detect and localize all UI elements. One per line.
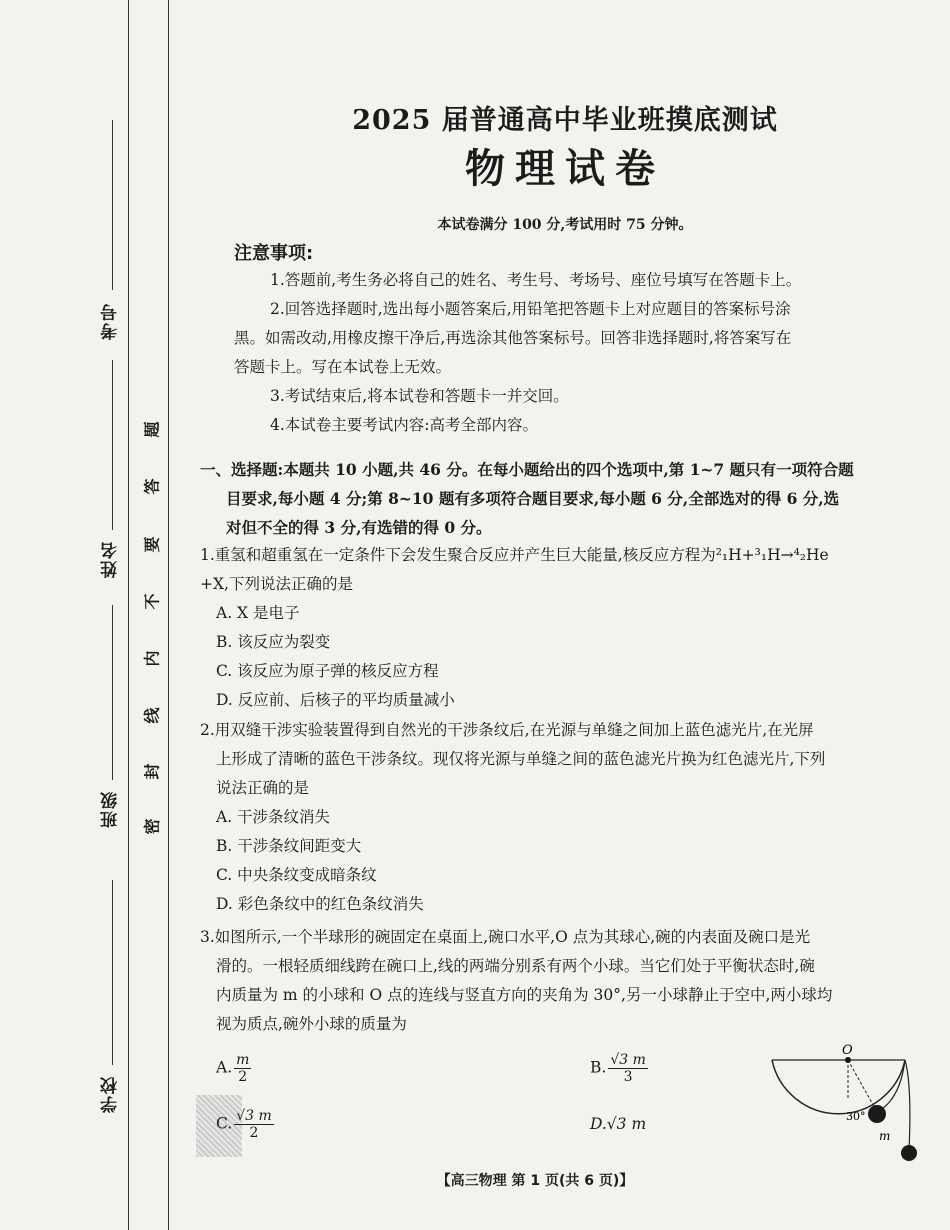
fraction-numerator: √3 m bbox=[236, 1108, 272, 1124]
fraction-denominator: 2 bbox=[249, 1125, 259, 1141]
fraction-numerator: √3 m bbox=[610, 1052, 646, 1068]
nuclear-equation: ²₁H+³₁H→⁴₂He bbox=[715, 546, 829, 564]
bowl-figure bbox=[760, 1040, 940, 1170]
page-footer: 【高三物理 第 1 页(共 6 页)】 bbox=[436, 1173, 634, 1189]
seal-char: 线 bbox=[142, 707, 162, 724]
question-stem: +X,下列说法正确的是 bbox=[200, 575, 353, 593]
margin-line-right bbox=[168, 0, 169, 1230]
section-header bbox=[200, 455, 930, 542]
question-stem: 滑的。一根轻质细线跨在碗口上,线的两端分别系有两个小球。当它们处于平衡状态时,碗 bbox=[216, 957, 815, 975]
class-line[interactable] bbox=[112, 605, 113, 780]
option-b[interactable] bbox=[590, 1052, 648, 1085]
inner-ball bbox=[868, 1105, 886, 1123]
option-b[interactable]: B. 该反应为裂变 bbox=[216, 633, 331, 651]
exam-no-line[interactable] bbox=[112, 120, 113, 290]
class-label: 班级 bbox=[101, 790, 121, 828]
notice-item: 答题卡上。写在本试卷上无效。 bbox=[234, 358, 452, 376]
string-outer bbox=[905, 1060, 910, 1150]
question-stem: 说法正确的是 bbox=[216, 779, 310, 797]
seal-char: 封 bbox=[142, 763, 162, 780]
question-1 bbox=[200, 541, 930, 715]
exam-title: 2025 届普通高中毕业班摸底测试 bbox=[352, 105, 778, 136]
notice-item: 3.考试结束后,将本试卷和答题卡一并交回。 bbox=[270, 387, 569, 405]
fraction-numerator: m bbox=[236, 1052, 250, 1068]
notice-item: 2.回答选择题时,选出每小题答案后,用铅笔把答题卡上对应题目的答案标号涂 bbox=[270, 300, 791, 318]
seal-char: 不 bbox=[142, 593, 162, 610]
margin-line-left bbox=[128, 0, 129, 1230]
seal-char: 答 bbox=[142, 478, 162, 495]
option-label: C. bbox=[216, 1114, 233, 1133]
subject-title: 物理试卷 bbox=[465, 145, 665, 192]
option-a[interactable] bbox=[216, 1052, 251, 1085]
question-stem: 上形成了清晰的蓝色干涉条纹。现仅将光源与单缝之间的蓝色滤光片换为红色滤光片,下列 bbox=[216, 750, 826, 768]
option-b[interactable]: B. 干涉条纹间距变大 bbox=[216, 837, 362, 855]
seal-char: 题 bbox=[142, 421, 162, 438]
option-c[interactable]: C. 中央条纹变成暗条纹 bbox=[216, 866, 377, 884]
question-stem: 2.用双缝干涉实验装置得到自然光的干涉条纹后,在光源与单缝之间加上蓝色滤光片,在光屏 bbox=[200, 721, 814, 739]
section-line: 目要求,每小题 4 分;第 8~10 题有多项符合题目要求,每小题 6 分,全部选对的得 6 分,选 bbox=[226, 489, 840, 508]
question-stem: 1.重氢和超重氢在一定条件下会发生聚合反应并产生巨大能量,核反应方程为 bbox=[200, 546, 716, 564]
notice-heading: 注意事项: bbox=[234, 243, 314, 264]
school-line[interactable] bbox=[112, 880, 113, 1065]
option-d[interactable]: D.√3 m bbox=[590, 1115, 647, 1133]
question-3 bbox=[200, 923, 930, 1039]
option-d[interactable]: D. 彩色条纹中的红色条纹消失 bbox=[216, 895, 424, 913]
center-label: O bbox=[842, 1043, 853, 1058]
seal-char: 要 bbox=[142, 536, 162, 553]
fraction-denominator: 3 bbox=[623, 1069, 633, 1085]
string-inner bbox=[877, 1060, 905, 1112]
option-c[interactable] bbox=[216, 1108, 274, 1141]
angle-label: 30° bbox=[846, 1110, 866, 1123]
exam-info: 本试卷满分 100 分,考试用时 75 分钟。 bbox=[437, 217, 693, 233]
section-line: 一、选择题:本题共 10 小题,共 46 分。在每小题给出的四个选项中,第 1~7 题只有一项符合题 bbox=[200, 460, 854, 479]
exam-no-label: 考号 bbox=[101, 302, 121, 340]
mass-label: m bbox=[879, 1129, 891, 1143]
section-line: 对但不全的得 3 分,有选错的得 0 分。 bbox=[226, 518, 492, 537]
seal-char: 内 bbox=[142, 650, 162, 667]
option-c[interactable]: C. 该反应为原子弹的核反应方程 bbox=[216, 662, 439, 680]
name-label: 姓名 bbox=[101, 540, 121, 578]
option-label: A. bbox=[216, 1058, 233, 1077]
question-stem: 内质量为 m 的小球和 O 点的连线与竖直方向的夹角为 30°,另一小球静止于空中,两小球均 bbox=[216, 986, 833, 1004]
notice-item: 黑。如需改动,用橡皮擦干净后,再选涂其他答案标号。回答非选择题时,将答案写在 bbox=[234, 329, 792, 347]
school-label: 学校 bbox=[101, 1075, 121, 1113]
name-line[interactable] bbox=[112, 360, 113, 530]
option-label: B. bbox=[590, 1058, 607, 1077]
fraction-denominator: 2 bbox=[238, 1069, 248, 1085]
hanging-ball bbox=[901, 1145, 917, 1161]
radius-dashed-line bbox=[848, 1060, 877, 1112]
question-stem: 3.如图所示,一个半球形的碗固定在桌面上,碗口水平,O 点为其球心,碗的内表面及碗口是光 bbox=[200, 928, 811, 946]
notice-item: 1.答题前,考生务必将自己的姓名、考生号、考场号、座位号填写在答题卡上。 bbox=[270, 271, 802, 289]
notice-item: 4.本试卷主要考试内容:高考全部内容。 bbox=[270, 416, 539, 434]
seal-char: 密 bbox=[142, 818, 162, 835]
question-stem: 视为质点,碗外小球的质量为 bbox=[216, 1015, 407, 1033]
option-a[interactable]: A. 干涉条纹消失 bbox=[216, 808, 331, 826]
question-2 bbox=[200, 716, 930, 919]
option-d[interactable]: D. 反应前、后核子的平均质量减小 bbox=[216, 691, 455, 709]
option-a[interactable]: A. X 是电子 bbox=[216, 604, 300, 622]
